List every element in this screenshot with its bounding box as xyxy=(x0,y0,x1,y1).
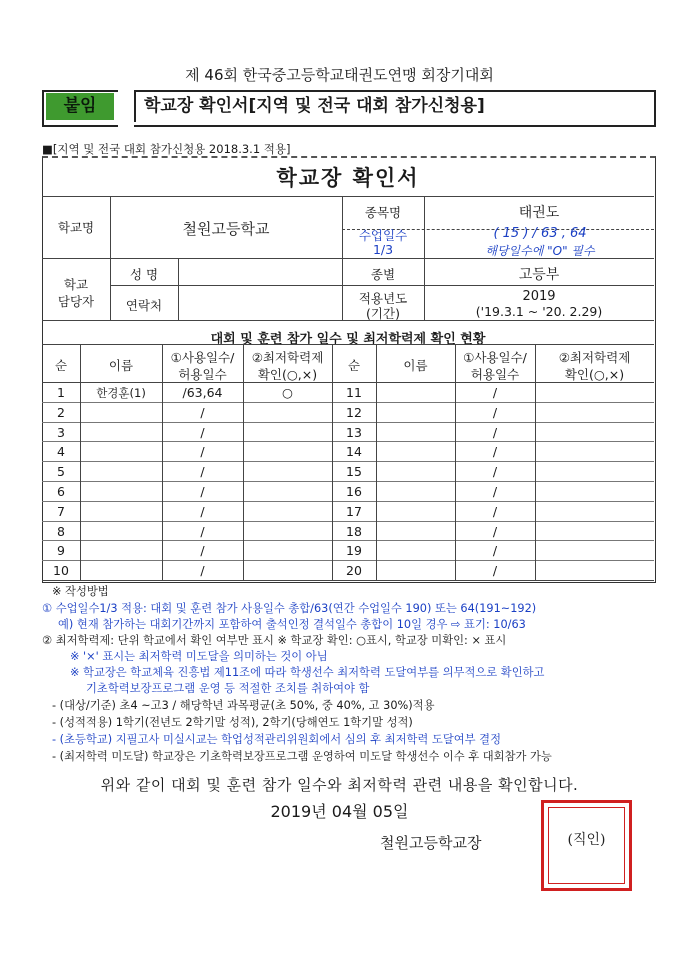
days-label-1: 수업일수 xyxy=(358,228,408,243)
days-ratio: / xyxy=(200,484,205,499)
issue-date: 2019년 04월 05일 xyxy=(270,802,409,821)
header-check-2: 확인(○,×) xyxy=(257,367,318,382)
days-ratio: / xyxy=(200,404,205,420)
header-no-right: 순 xyxy=(347,358,361,373)
document-title: 학교장 확인서 xyxy=(276,166,420,190)
row-number: 7 xyxy=(57,503,65,519)
year-label-1: 적용년도 xyxy=(358,291,408,306)
official-seal xyxy=(541,800,632,891)
header-name-right: 이름 xyxy=(403,358,428,373)
header-days-1-right: ①사용일수/ xyxy=(463,350,527,365)
days-ratio: / xyxy=(492,424,498,440)
school-name: 철원고등학교 xyxy=(182,220,270,238)
days-ratio: /63,64 xyxy=(182,385,223,400)
instruction-line-10: - (최저학력 미도달) 학교장은 기초학력보장프로그램 운영하여 미도달 학생선수 이수 후 대회참가 가능 xyxy=(52,750,552,763)
days-ratio: / xyxy=(200,424,205,440)
phone-label: 연락처 xyxy=(125,298,163,313)
confirmation-text: 위와 같이 대회 및 훈련 참가 일수와 최저학력 관련 내용을 확인합니다. xyxy=(100,776,579,794)
row-number: 17 xyxy=(346,503,362,519)
header-days-2-right: 허용일수 xyxy=(470,367,520,382)
attachment-gap xyxy=(118,90,134,127)
row-number: 1 xyxy=(57,385,65,400)
sport-label: 종목명 xyxy=(364,205,402,220)
row-number: 3 xyxy=(57,424,65,440)
days-ratio: / xyxy=(200,523,205,539)
year-value: 2019 xyxy=(522,289,556,304)
stats-title: 대회 및 훈련 참가 일수 및 최저학력제 확인 현황 xyxy=(210,332,486,347)
period-value: ('19.3.1 ~ '20. 2.29) xyxy=(475,304,603,319)
attachment-title: 학교장 확인서[지역 및 전국 대회 참가신청용] xyxy=(134,91,658,122)
instruction-line-7: - (대상/기준) 초4 ~고3 / 해당학년 과목평균(초 50%, 중 40%, 고 30%)적용 xyxy=(52,699,435,712)
days-ratio: / xyxy=(200,464,205,480)
days-ratio: / xyxy=(200,444,205,460)
header-check-1-right: ②최저학력제 xyxy=(558,350,631,365)
days-ratio: / xyxy=(200,543,205,559)
days-ratio: / xyxy=(492,543,498,559)
header-check-1: ②최저학력제 xyxy=(251,350,324,365)
header-name: 이름 xyxy=(108,358,134,373)
row-number: 5 xyxy=(57,464,65,480)
days-ratio: / xyxy=(492,385,498,400)
instruction-line-9: - (초등학교) 지필고사 미실시교는 학업성적관리위원회에서 심의 후 최저학력 도달여부 결정 xyxy=(52,733,501,746)
days-ratio: / xyxy=(200,563,205,579)
days-ratio: / xyxy=(200,503,205,519)
instruction-line-3: ② 최저학력제: 단위 학교에서 확인 여부만 표시 ※ 학교장 확인: ○표시, 학교장 미확인: × 표시 xyxy=(42,634,507,647)
header-days-1: ①사용일수/ xyxy=(170,350,235,365)
days-label-2: 1/3 xyxy=(372,242,394,257)
sport-value: 태권도 xyxy=(518,205,560,221)
instruction-line-5: ※ 학교장은 학교체육 진흥법 제11조에 따라 학생선수 최저학력 도달여부를 의무적으로 확인하고 xyxy=(70,666,545,679)
attachment-label: 붙임 xyxy=(46,93,114,120)
category-value: 고등부 xyxy=(518,267,560,283)
days-ratio: / xyxy=(492,503,498,519)
contact-label-1: 학교 xyxy=(63,277,89,292)
instruction-line-1: ① 수업일수1/3 적용: 대회 및 훈련 참가 사용일수 총합/63(연간 수업일수 190) 또는 64(191~192) xyxy=(42,602,537,615)
row-number: 14 xyxy=(346,444,362,460)
header-check-2-right: 확인(○,×) xyxy=(564,367,625,382)
row-number: 20 xyxy=(346,563,362,579)
row-number: 16 xyxy=(346,484,362,499)
row-number: 11 xyxy=(346,385,362,400)
row-number: 19 xyxy=(346,543,362,559)
days-ratio: / xyxy=(492,464,498,480)
name-label: 성 명 xyxy=(129,267,159,282)
days-value: ( 15 ) / 63 , 64 xyxy=(493,226,587,241)
principal-name: 철원고등학교장 xyxy=(380,834,482,852)
row-number: 4 xyxy=(57,444,65,460)
row-number: 12 xyxy=(346,404,362,420)
event-title: 제 46회 한국중고등학교태권도연맹 회장기대회 xyxy=(185,66,494,84)
student-name: 한경훈(1) xyxy=(96,386,146,400)
category-label: 종별 xyxy=(370,267,396,282)
row-number: 6 xyxy=(57,484,65,499)
year-label-2: (기간) xyxy=(366,306,400,321)
row-number: 9 xyxy=(57,543,65,559)
school-label: 학교명 xyxy=(57,220,95,235)
instruction-line-8: - (성적적용) 1학기(전년도 2학기말 성적), 2학기(당해연도 1학기말 성적) xyxy=(52,716,413,729)
form-note: ■[지역 및 전국 대회 참가신청용 2018.3.1 적용] xyxy=(42,142,291,156)
days-ratio: / xyxy=(492,523,498,539)
row-number: 15 xyxy=(346,464,362,480)
row-number: 2 xyxy=(57,404,65,420)
header-no: 순 xyxy=(54,358,68,373)
days-ratio: / xyxy=(492,404,498,420)
row-number: 8 xyxy=(57,523,65,539)
instruction-line-4: ※ '×' 표시는 최저학력 미도달을 의미하는 것이 아님 xyxy=(70,650,328,663)
days-ratio: / xyxy=(492,563,498,579)
achievement-check: ○ xyxy=(282,385,293,400)
days-ratio: / xyxy=(492,484,498,499)
instruction-line-6: 기초학력보장프로그램 운영 등 적절한 조치를 취하여야 함 xyxy=(86,682,370,695)
instructions-heading: ※ 작성방법 xyxy=(52,585,109,598)
days-ratio: / xyxy=(492,444,498,460)
row-number: 10 xyxy=(53,563,69,579)
days-note: 해당일수에 "O" 필수 xyxy=(485,244,595,258)
header-days-2: 허용일수 xyxy=(178,367,227,382)
seal-text: (직인) xyxy=(567,832,606,848)
row-number: 18 xyxy=(346,523,362,539)
instruction-line-2: 예) 현재 참가하는 대회기간까지 포함하여 출석인정 결석일수 총합이 10일 경우 ⇨ 표기: 10/63 xyxy=(58,618,526,631)
row-number: 13 xyxy=(346,424,362,440)
contact-label-2: 담당자 xyxy=(57,294,95,309)
